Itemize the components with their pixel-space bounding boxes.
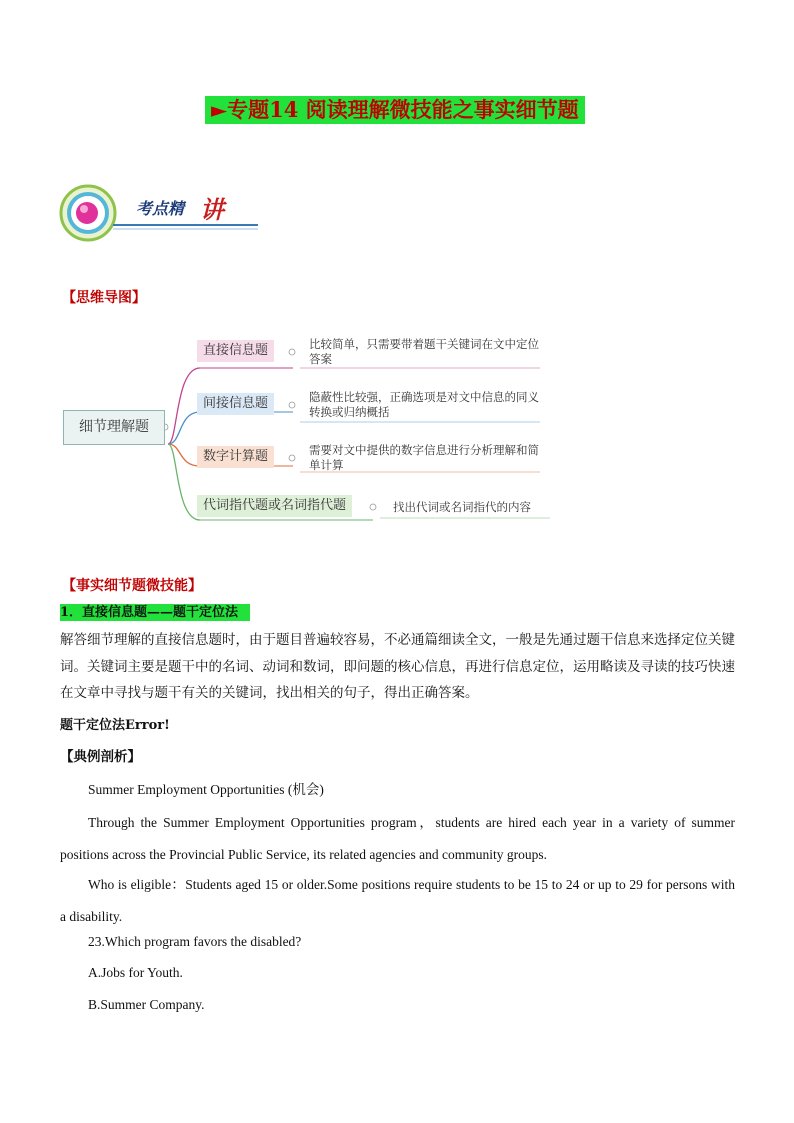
mindmap-desc-direct: 比较简单，只需要带着题干关键词在文中定位答案 <box>309 337 539 366</box>
skill-1-body: 解答细节理解的直接信息题时，由于题目普遍较容易，不必通篇细读全文，一般是先通过题干信息来选择定位关键词。关键词主要是题干中的名词、动词和数词，即问题的核心信息，再进行信息定位，运用略读及寻读的技巧快速在文章中寻找与题干有关的关键词，找出相关的句子，得出正确答案。 <box>60 632 735 701</box>
skill-1-note: 题干定位法Error! <box>60 718 170 733</box>
page-title: ►专题14 阅读理解微技能之事实细节题 <box>205 96 585 124</box>
logo-text: 考点精 <box>136 199 185 218</box>
example-heading: 【典例剖析】 <box>60 749 141 765</box>
example-option-a: A.Jobs for Youth. <box>88 965 183 980</box>
mindmap-node-reference: 代词指代题或名词指代题 <box>197 495 352 517</box>
mindmap-desc-indirect: 隐蔽性比较强，正确选项是对文中信息的同义转换或归纳概括 <box>309 390 539 419</box>
example-title: Summer Employment Opportunities (机会) <box>88 782 324 797</box>
mindmap-desc-numeric: 需要对文中提供的数字信息进行分析理解和简单计算 <box>309 443 539 472</box>
example-question: 23.Which program favors the disabled? <box>88 934 302 949</box>
example-paragraph-2: Who is eligible：Students aged 15 or older.Some positions require students to be 15 to 24 or up to 29 for persons with a disability. <box>60 877 735 924</box>
mindmap-node-direct: 直接信息题 <box>197 340 274 362</box>
example-option-b: B.Summer Company. <box>88 997 205 1012</box>
mindmap-heading: 【思维导图】 <box>62 290 146 306</box>
mindmap-desc-reference: 找出代词或名词指代的内容 <box>393 500 531 514</box>
mindmap-node-indirect: 间接信息题 <box>197 393 274 415</box>
example-paragraph-1: Through the Summer Employment Opportunities program，students are hired each year in a variety of summer positions across the Provincial Public Service, its related agencies and community groups. <box>60 815 735 862</box>
mindmap-root: 细节理解题 <box>63 410 165 445</box>
mindmap-node-numeric: 数字计算题 <box>197 446 274 468</box>
logo-text-emphasis: 讲 <box>200 195 224 224</box>
skills-heading: 【事实细节题微技能】 <box>62 578 202 594</box>
skill-1-title: 1．直接信息题——题干定位法 <box>60 604 250 621</box>
